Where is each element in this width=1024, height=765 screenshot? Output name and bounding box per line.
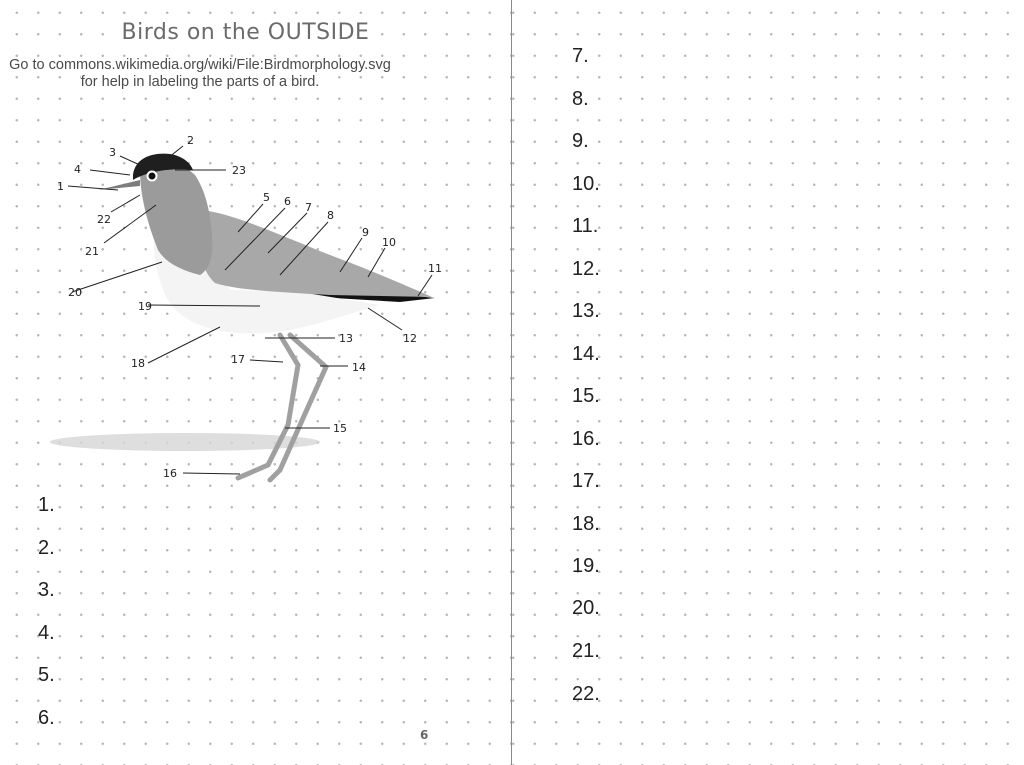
answer-line-11: 11.: [572, 215, 599, 237]
diagram-label-6: 6: [284, 195, 291, 208]
diagram-label-14: 14: [352, 361, 366, 374]
diagram-label-9: 9: [362, 226, 369, 239]
bird-wing: [198, 210, 432, 297]
subtitle-line-2: for help in labeling the parts of a bird.: [80, 74, 320, 90]
answer-line-19: 19.: [572, 555, 600, 577]
diagram-label-16: 16: [163, 467, 177, 480]
diagram-label-15: 15: [333, 422, 347, 435]
answer-line-22: 22.: [572, 683, 600, 705]
answer-line-18: 18.: [572, 513, 600, 535]
answer-line-12: 12.: [572, 258, 600, 280]
page-number: 6: [420, 728, 429, 742]
diagram-label-4: 4: [74, 163, 81, 176]
answer-line-20: 20.: [572, 597, 600, 619]
answer-line-6: 6.: [38, 707, 55, 729]
diagram-label-3: 3: [109, 146, 116, 159]
diagram-label-2: 2: [187, 134, 194, 147]
answer-line-2: 2.: [38, 537, 55, 559]
worksheet-title: Birds on the OUTSIDE: [0, 20, 491, 45]
answer-line-15: 15.: [572, 385, 600, 407]
answer-line-8: 8.: [572, 88, 589, 110]
answer-line-7: 7.: [572, 45, 589, 67]
diagram-label-7: 7: [305, 201, 312, 214]
subtitle-line-1: Go to commons.wikimedia.org/wiki/File:Birdmorphology.svg: [9, 57, 391, 73]
diagram-label-12: 12: [403, 332, 417, 345]
diagram-label-22: 22: [97, 213, 111, 226]
diagram-label-1: 1: [57, 180, 64, 193]
diagram-label-18: 18: [131, 357, 145, 370]
answer-line-1: 1.: [38, 494, 55, 516]
page-divider: [511, 0, 512, 765]
answer-line-17: 17.: [572, 470, 600, 492]
worksheet-subtitle: [0, 57, 400, 91]
diagram-label-20: 20: [68, 286, 82, 299]
diagram-label-21: 21: [85, 245, 99, 258]
diagram-label-11: 11: [428, 262, 442, 275]
answer-line-14: 14.: [572, 343, 600, 365]
diagram-label-8: 8: [327, 209, 334, 222]
diagram-label-13: 13: [339, 332, 353, 345]
answer-line-13: 13.: [572, 300, 600, 322]
diagram-label-19: 19: [138, 300, 152, 313]
answer-line-9: 9.: [572, 130, 589, 152]
answer-line-16: 16.: [572, 428, 600, 450]
diagram-label-23: 23: [232, 164, 246, 177]
answer-line-10: 10.: [572, 173, 600, 195]
diagram-label-10: 10: [382, 236, 396, 249]
answer-line-21: 21.: [572, 640, 600, 662]
bird-eye: [148, 172, 157, 181]
answer-line-3: 3.: [38, 579, 55, 601]
answer-line-4: 4.: [38, 622, 55, 644]
diagram-label-5: 5: [263, 191, 270, 204]
bird-legs: [238, 335, 326, 480]
answer-line-5: 5.: [38, 664, 55, 686]
bird-diagram: [0, 120, 470, 495]
diagram-label-17: 17: [231, 353, 245, 366]
